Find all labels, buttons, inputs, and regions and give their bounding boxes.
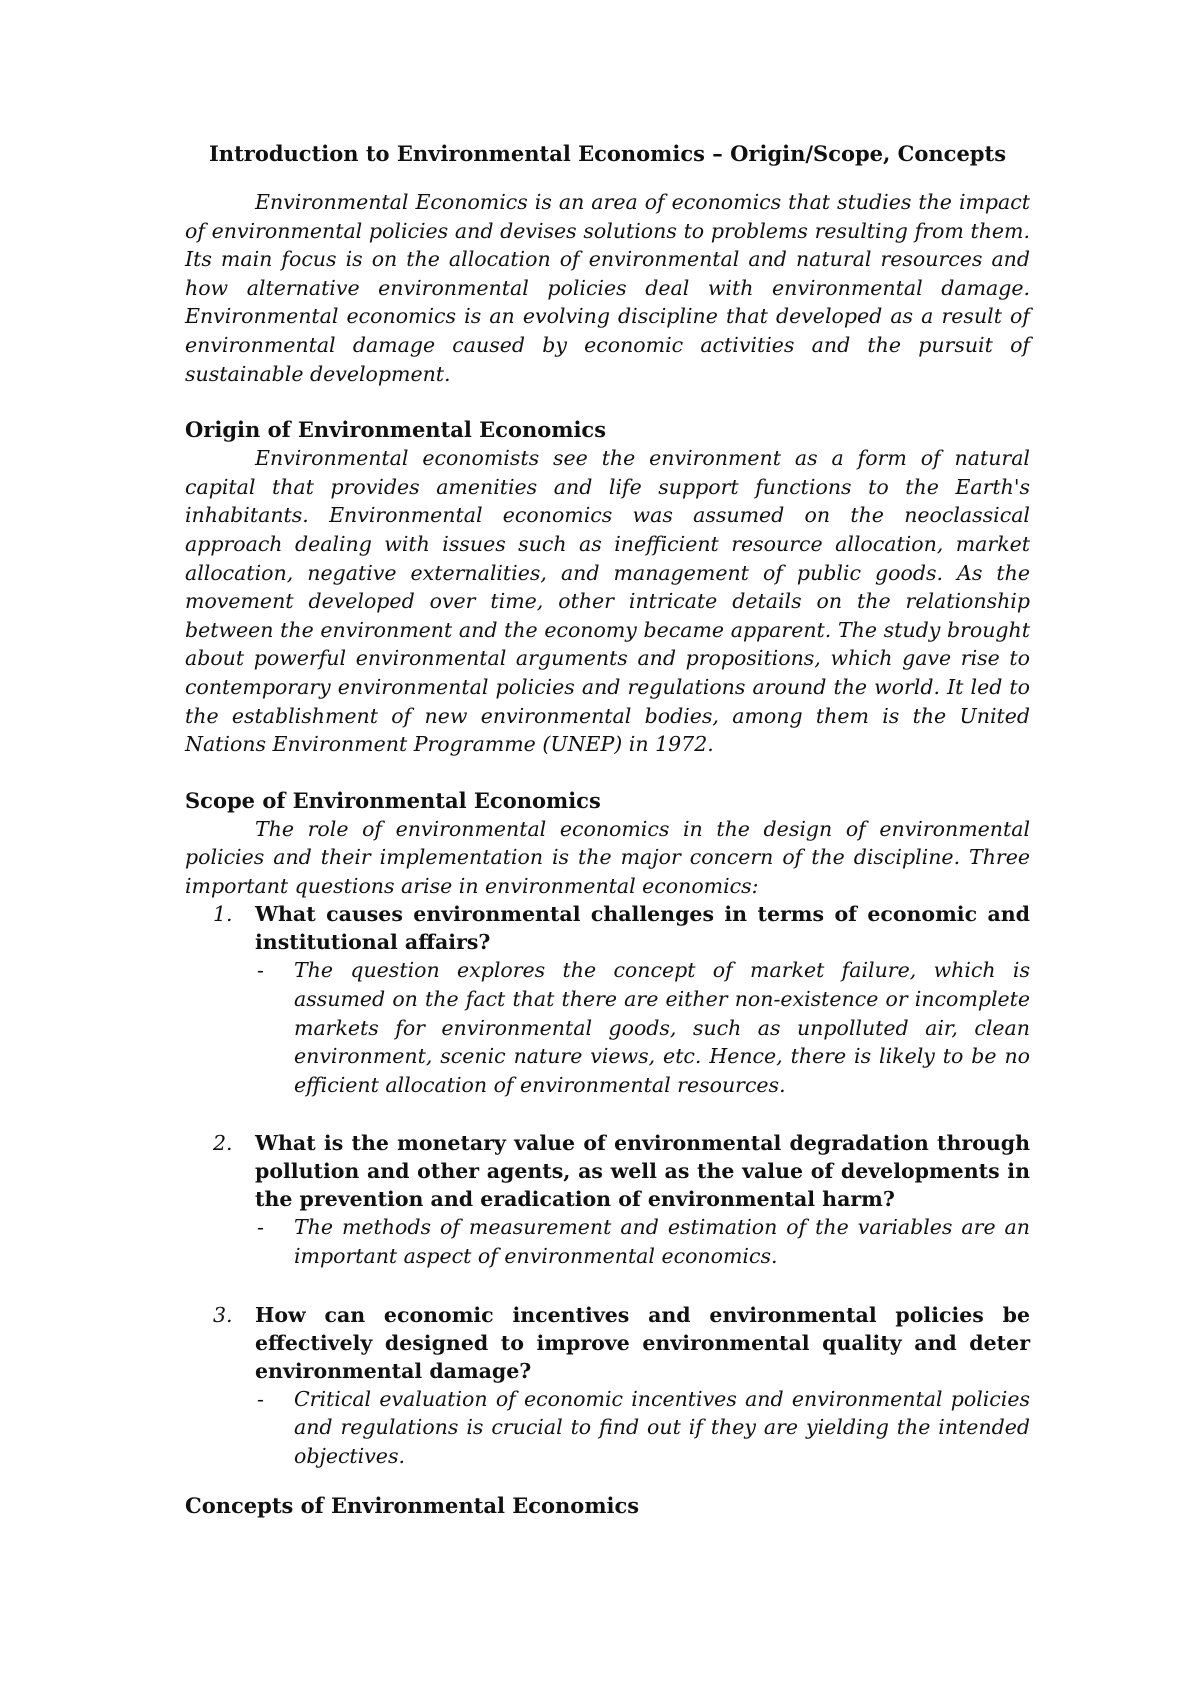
answer-text: The question explores the concept of market failure, which is assumed on the fact that there are either non-existence or incomplete markets for environmental goods, such as unpolluted air, clean environment, scenic nature views, etc. Hence, there is likely to be no efficient allocation of environmental resources. bbox=[294, 958, 1030, 1097]
scope-paragraph: The role of environmental economics in the design of environmental policies and their implementation is the major concern of the discipline. Three important questions arise in environmental economics: bbox=[185, 816, 1030, 898]
origin-section bbox=[185, 416, 1030, 759]
bullet-dash: - bbox=[257, 958, 264, 983]
concepts-heading: Concepts of Environmental Economics bbox=[185, 1493, 640, 1519]
answer-text: Critical evaluation of economic incentives and environmental policies and regulations is crucial to find out if they are yielding the intended objectives. bbox=[294, 1386, 1030, 1468]
list-item bbox=[185, 900, 1030, 1099]
bullet-dash: - bbox=[257, 1215, 264, 1240]
question-text: How can economic incentives and environmental policies be effectively designed to improve environmental quality and deter environmental damage? bbox=[255, 1302, 1030, 1383]
answer-item bbox=[255, 956, 1030, 1099]
scope-questions-list bbox=[185, 900, 1030, 1470]
list-item bbox=[185, 1301, 1030, 1471]
answer-item bbox=[255, 1213, 1030, 1270]
document-page bbox=[185, 140, 1030, 1520]
concepts-section bbox=[185, 1492, 1030, 1520]
question-text: What causes environmental challenges in terms of economic and institutional affairs? bbox=[255, 902, 1030, 955]
scope-heading: Scope of Environmental Economics bbox=[185, 787, 601, 813]
origin-heading: Origin of Environmental Economics bbox=[185, 417, 607, 443]
list-item bbox=[185, 1129, 1030, 1270]
question-number: 2. bbox=[213, 1131, 233, 1156]
question-number: 3. bbox=[213, 1302, 233, 1327]
answer-text: The methods of measurement and estimation of the variables are an important aspect of environmental economics. bbox=[294, 1215, 1030, 1269]
intro-paragraph: Environmental Economics is an area of economics that studies the impact of environmental policies and devises solutions to problems resulting from them. Its main focus is on the allocation of environmental and natural resources and how alternative environmental policies deal with environmental damage. Environmental economics is an evolving discipline that developed as a result of environmental damage caused by economic activities and the pursuit of sustainable development. bbox=[185, 190, 1030, 386]
question-number: 1. bbox=[213, 902, 233, 927]
question-text: What is the monetary value of environmental degradation through pollution and other agents, as well as the value of developments in the prevention and eradication of environmental harm? bbox=[255, 1131, 1030, 1212]
scope-section bbox=[185, 787, 1030, 1471]
bullet-dash: - bbox=[257, 1386, 264, 1411]
document-title: Introduction to Environmental Economics – Origin/Scope, Concepts bbox=[208, 141, 1007, 166]
origin-paragraph: Environmental economists see the environment as a form of natural capital that provides amenities and life support functions to the Earth's inhabitants. Environmental economics was assumed on the neoclassical approach dealing with issues such as inefficient resource allocation, market allocation, negative externalities, and management of public goods. As the movement developed over time, other intricate details on the relationship between the environment and the economy became apparent. The study brought about powerful environmental arguments and propositions, which gave rise to contemporary environmental policies and regulations around the world. It led to the establishment of new environmental bodies, among them is the United Nations Environment Programme (UNEP) in 1972. bbox=[185, 446, 1030, 757]
answer-item bbox=[255, 1385, 1030, 1471]
